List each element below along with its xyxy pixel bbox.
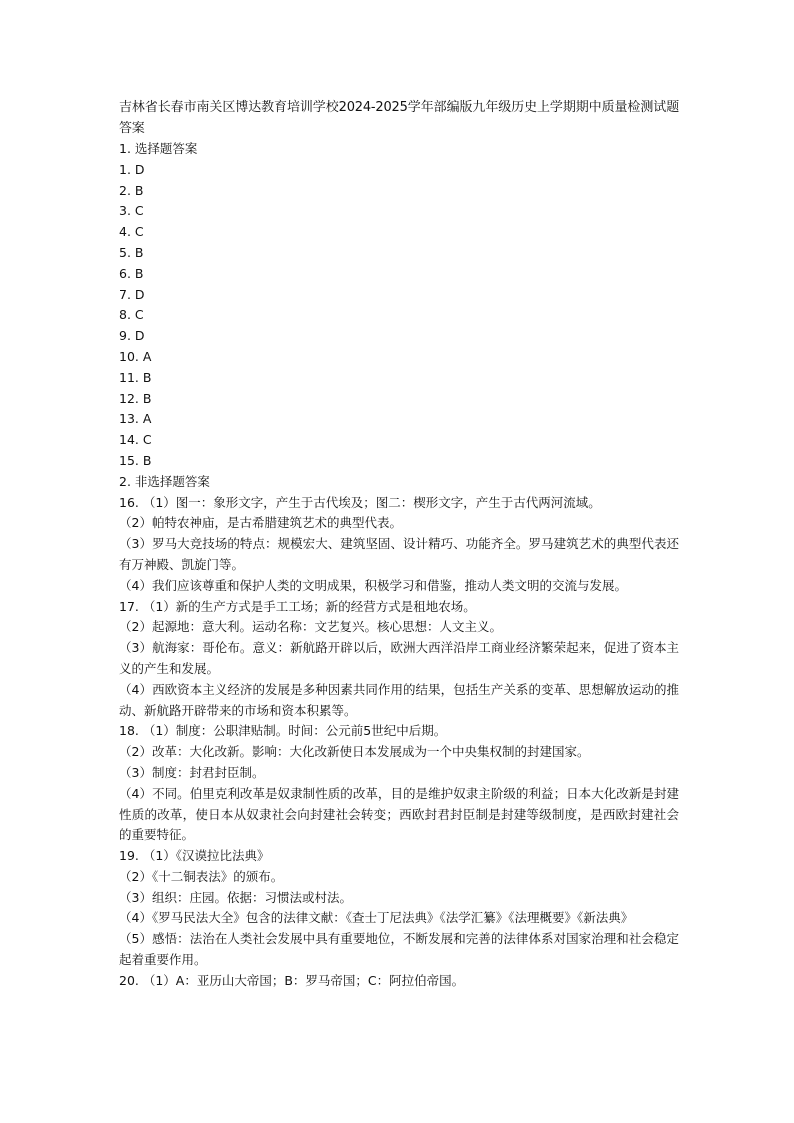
answer-item: 7. D (119, 286, 145, 302)
question-16-answers (119, 493, 679, 597)
answer-item: 5. B (119, 244, 144, 260)
multiple-choice-answers (119, 160, 679, 472)
answer-paragraph: （3）罗马大竞技场的特点：规模宏大、建筑坚固、设计精巧、功能齐全。罗马建筑艺术的典型代表还有万神殿、凯旋门等。 (119, 536, 679, 572)
section-heading-non-choice: 2. 非选择题答案 (119, 473, 210, 489)
answer-paragraph: 17. （1）新的生产方式是手工工场；新的经营方式是租地农场。 (119, 598, 476, 614)
answer-item: 3. C (119, 203, 144, 219)
answer-item: 1. D (119, 161, 145, 177)
answer-paragraph: 19. （1）《汉谟拉比法典》 (119, 848, 270, 864)
answer-item: 11. B (119, 369, 152, 385)
answer-item: 15. B (119, 452, 152, 468)
section-heading-multiple-choice: 1. 选择题答案 (119, 141, 198, 156)
answer-item: 8. C (119, 307, 144, 323)
question-19-answers (119, 846, 679, 971)
answer-paragraph: （2）改革：大化改新。影响：大化改新使日本发展成为一个中央集权制的封建国家。 (119, 744, 590, 760)
answer-paragraph: （2）帕特农神庙，是古希腊建筑艺术的典型代表。 (119, 515, 402, 531)
answer-item: 10. A (119, 348, 152, 364)
answer-item: 6. B (119, 265, 144, 281)
answer-item: 9. D (119, 328, 145, 344)
answer-paragraph: 18. （1）制度：公职津贴制。时间：公元前5世纪中后期。 (119, 723, 447, 739)
question-18-answers (119, 721, 679, 846)
answer-paragraph: （2）起源地：意大利。运动名称：文艺复兴。核心思想：人文主义。 (119, 619, 502, 635)
answer-paragraph: （3）航海家：哥伦布。意义：新航路开辟以后，欧洲大西洋沿岸工商业经济繁荣起来，促进了资本主义的产生和发展。 (119, 640, 679, 676)
answer-paragraph: （4）西欧资本主义经济的发展是多种因素共同作用的结果，包括生产关系的变革、思想解放运动的推动、新航路开辟带来的市场和资本积累等。 (119, 681, 679, 718)
answer-paragraph: （3）组织：庄园。依据：习惯法或村法。 (119, 889, 352, 905)
answer-document (119, 98, 679, 992)
answer-paragraph: （3）制度：封君封臣制。 (119, 764, 265, 780)
answer-item: 2. B (119, 182, 144, 198)
question-17-answers (119, 597, 679, 722)
answer-paragraph: 20. （1）A：亚历山大帝国；B：罗马帝国；C：阿拉伯帝国。 (119, 972, 465, 988)
answer-item: 12. B (119, 390, 152, 406)
answer-item: 13. A (119, 411, 152, 427)
document-title: 吉林省长春市南关区博达教育培训学校2024-2025学年部编版九年级历史上学期期中质量检测试题答案 (119, 100, 679, 136)
answer-item: 4. C (119, 224, 144, 240)
answer-paragraph: （4）我们应该尊重和保护人类的文明成果，积极学习和借鉴，推动人类文明的交流与发展。 (119, 577, 627, 593)
answer-paragraph: （5）感悟：法治在人类社会发展中具有重要地位，不断发展和完善的法律体系对国家治理和社会稳定起着重要作用。 (119, 931, 679, 968)
question-20-answers (119, 971, 679, 992)
answer-paragraph: （2）《十二铜表法》的颁布。 (119, 868, 284, 884)
answer-paragraph: （4）不同。伯里克利改革是奴隶制性质的改革，目的是维护奴隶主阶级的利益；日本大化改新是封建性质的改革，使日本从奴隶社会向封建社会转变；西欧封君封臣制是封建等级制度，是西欧封建社会的重要特征。 (119, 785, 679, 843)
answer-item: 14. C (119, 432, 152, 448)
answer-paragraph: （4）《罗马民法大全》包含的法律文献：《查士丁尼法典》《法学汇纂》《法理概要》《新法典》 (119, 910, 634, 926)
answer-paragraph: 16. （1）图一：象形文字，产生于古代埃及；图二：楔形文字，产生于古代两河流域。 (119, 494, 601, 510)
